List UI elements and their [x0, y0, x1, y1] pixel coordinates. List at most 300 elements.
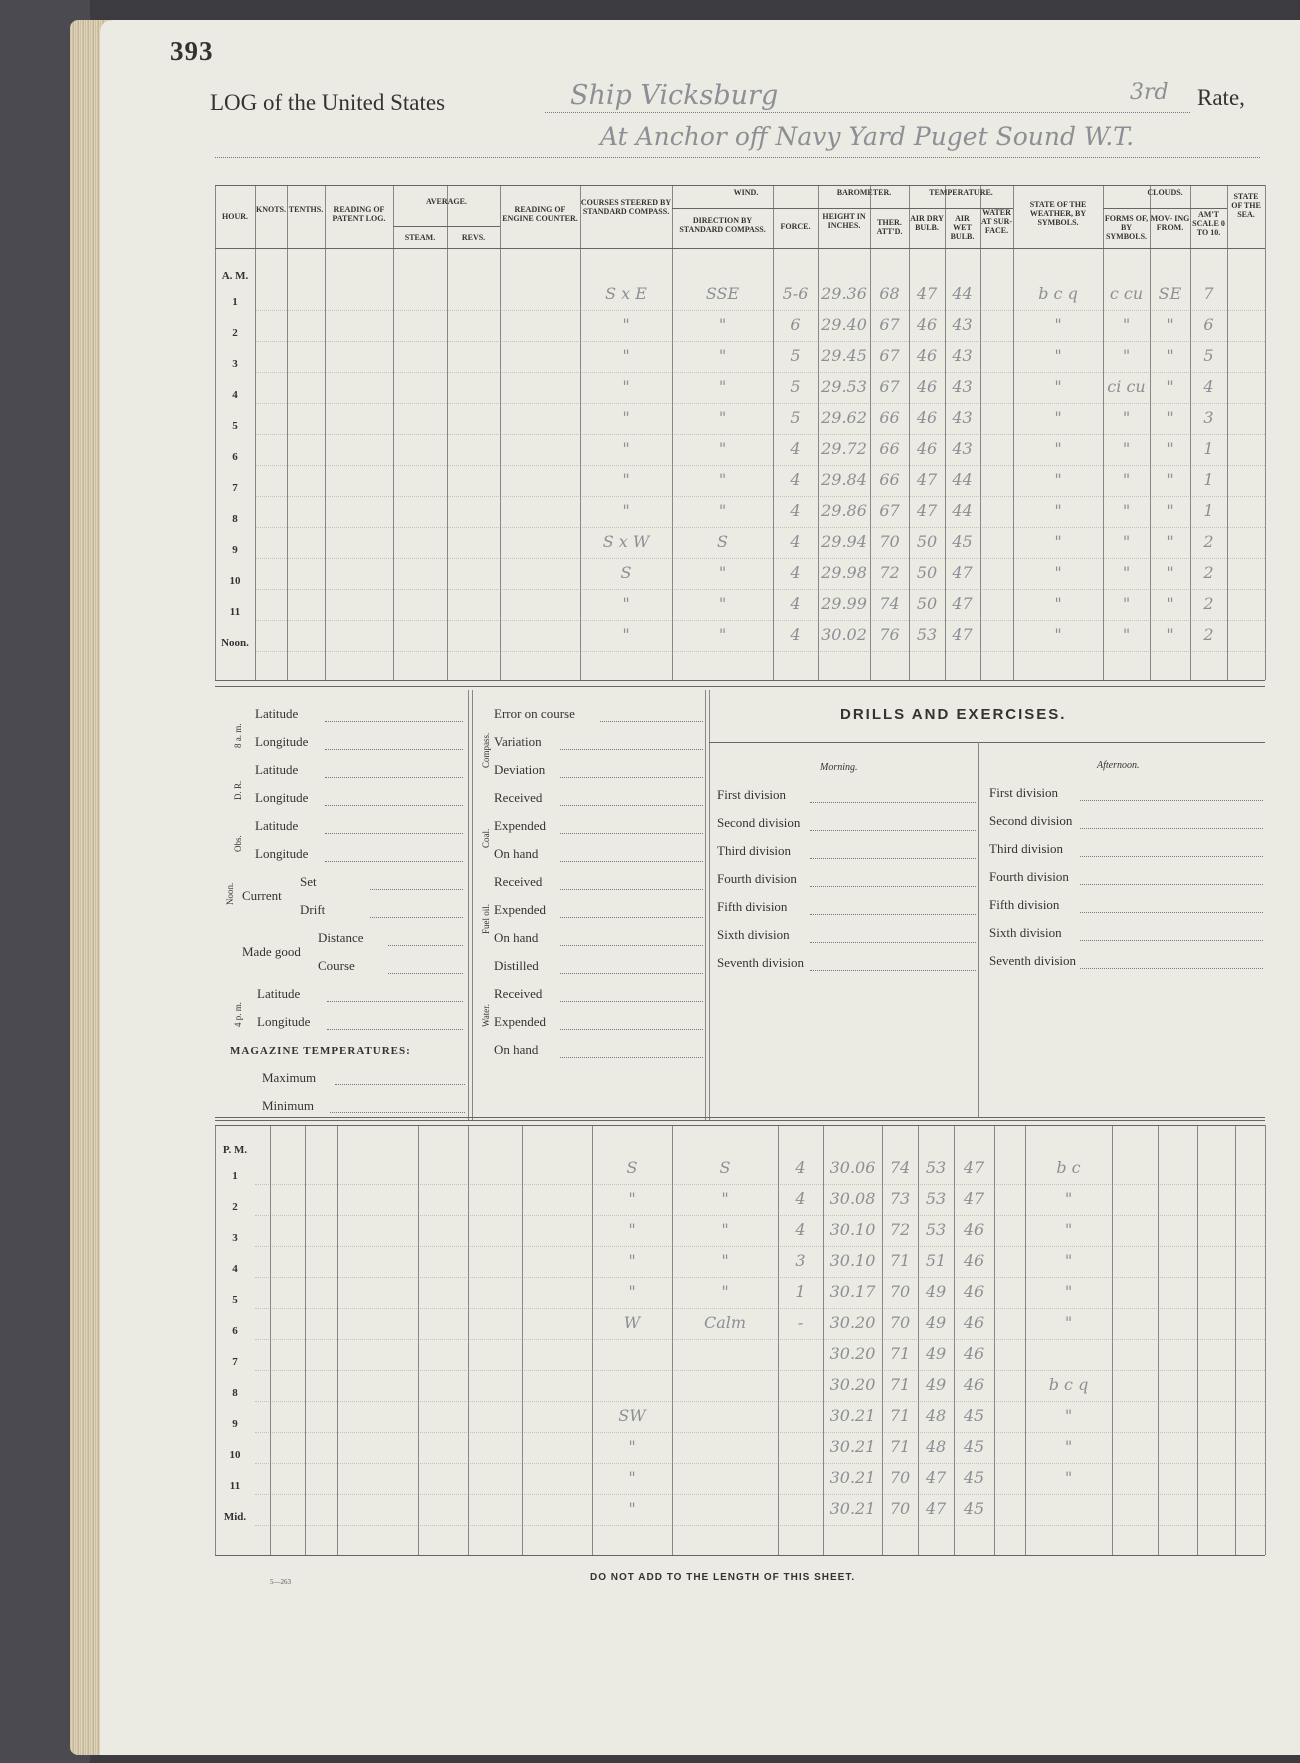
row-rule	[255, 1370, 1265, 1371]
wet-cell: 44	[952, 284, 973, 303]
moving-cell: "	[1166, 346, 1174, 365]
dir-cell: "	[718, 563, 727, 582]
column-rule	[255, 185, 256, 680]
entry-line	[810, 970, 976, 971]
hour-label: 1	[232, 1170, 238, 1182]
force-cell: 5	[790, 408, 801, 427]
dry-cell: 50	[916, 532, 938, 551]
wet-cell: 43	[952, 346, 973, 365]
form-number: 5—263	[270, 1578, 291, 1586]
column-rule	[522, 1125, 523, 1555]
entry-line	[560, 1029, 703, 1030]
on-hand-label: On hand	[494, 1042, 539, 1057]
noon-label: Noon.	[225, 882, 235, 905]
amount-cell: 1	[1203, 470, 1214, 489]
hour-label: 3	[232, 1232, 238, 1244]
maximum-label: Maximum	[262, 1070, 317, 1085]
hour-label: 3	[232, 358, 238, 370]
coal-label: Coal.	[481, 828, 491, 848]
wet-cell: 46	[963, 1220, 985, 1239]
amount-cell: 3	[1203, 408, 1214, 427]
entry-line	[560, 973, 703, 974]
column-rule	[418, 1125, 419, 1555]
afternoon-division: Third division	[989, 841, 1064, 856]
column-rule	[468, 1125, 469, 1555]
weather-cell: "	[1064, 1313, 1073, 1332]
afternoon-division: Sixth division	[989, 925, 1062, 940]
eight-am-label: 8 a. m.	[233, 723, 243, 748]
height-cell: 29.45	[821, 346, 867, 365]
wet-cell: 43	[952, 315, 973, 334]
clouds-header: CLOUDS.	[1147, 188, 1183, 197]
course-cell: "	[622, 315, 630, 334]
course-cell: S x E	[605, 284, 647, 303]
dry-cell: 47	[916, 284, 938, 303]
hour-label: 2	[232, 1201, 238, 1213]
dir-cell: "	[718, 501, 727, 520]
entry-line	[327, 1029, 463, 1030]
forms-cell: "	[1122, 470, 1131, 489]
dry-cell: 47	[925, 1499, 947, 1518]
moving-cell: "	[1166, 470, 1174, 489]
moving-cell: "	[1166, 532, 1174, 551]
station: At Anchor off Navy Yard Puget Sound W.T.	[600, 122, 1135, 151]
minimum-label: Minimum	[262, 1098, 315, 1113]
dir-cell: "	[718, 594, 727, 613]
morning-division: First division	[717, 787, 786, 802]
latitude-label: Latitude	[257, 986, 301, 1001]
height-cell: 29.36	[821, 284, 867, 303]
log-title: LOG of the United States	[210, 90, 446, 115]
ther-cell: 72	[889, 1220, 911, 1239]
weather-cell: "	[1064, 1282, 1073, 1301]
wet-cell: 46	[963, 1282, 985, 1301]
received-label: Received	[494, 790, 543, 805]
table-rule	[215, 1555, 1265, 1556]
ther-cell: 76	[879, 625, 900, 644]
wet-cell: 43	[952, 377, 973, 396]
ther-cell: 70	[889, 1313, 911, 1332]
row-rule	[255, 620, 1265, 621]
force-cell: 4	[795, 1158, 806, 1177]
ther-cell: 71	[889, 1437, 911, 1456]
wet-cell: 46	[963, 1313, 985, 1332]
entry-line	[1080, 828, 1263, 829]
forms-cell: c cu	[1109, 284, 1144, 303]
weather-cell: b c q	[1048, 1375, 1089, 1394]
moving-cell: SE	[1158, 284, 1182, 303]
entry-line	[370, 889, 463, 890]
weather-cell: "	[1054, 315, 1062, 334]
weather-cell: "	[1054, 563, 1062, 582]
dir-cell: "	[718, 346, 727, 365]
column-rule	[1265, 1125, 1266, 1555]
forms-cell: "	[1122, 439, 1131, 458]
table-rule	[215, 680, 1265, 681]
row-rule	[255, 403, 1265, 404]
footer-notice: DO NOT ADD TO THE LENGTH OF THIS SHEET.	[590, 1572, 856, 1583]
made-good-label: Made good	[242, 944, 301, 959]
course-cell: "	[622, 501, 630, 520]
morning-division: Fourth division	[717, 871, 797, 886]
row-rule	[255, 589, 1265, 590]
height-cell: 30.21	[829, 1499, 876, 1518]
height-cell: 30.20	[829, 1313, 876, 1332]
weather-cell: "	[1054, 470, 1062, 489]
weather-cell: "	[1054, 625, 1062, 644]
received-label: Received	[494, 986, 543, 1001]
ther-cell: 72	[879, 563, 900, 582]
pm-label: P. M.	[222, 1144, 248, 1156]
wet-cell: 47	[952, 594, 973, 613]
ship-name-line	[545, 112, 1190, 113]
dry-cell: 49	[925, 1282, 947, 1301]
entry-line	[325, 805, 463, 806]
height-header: HEIGHT IN INCHES.	[822, 212, 866, 230]
hour-header: HOUR.	[222, 212, 248, 221]
temperature-header: TEMPERATURE.	[929, 188, 993, 197]
tenths-header: TENTHS.	[288, 205, 324, 214]
weather-cell: b c q	[1038, 284, 1078, 303]
height-cell: 30.21	[829, 1406, 876, 1425]
wet-cell: 45	[963, 1468, 985, 1487]
course-cell: "	[622, 439, 630, 458]
height-cell: 30.02	[821, 625, 867, 644]
rate-label: Rate,	[1197, 85, 1245, 110]
dry-cell: 48	[925, 1406, 947, 1425]
row-rule	[255, 1308, 1265, 1309]
entry-line	[388, 973, 463, 974]
hour-label: 4	[232, 1263, 238, 1275]
row-rule	[255, 1215, 1265, 1216]
wet-cell: 43	[952, 408, 973, 427]
dir-cell: "	[721, 1189, 729, 1208]
block-bottom-rule	[215, 1117, 1265, 1118]
latitude-label: Latitude	[255, 706, 299, 721]
afternoon-division: Fourth division	[989, 869, 1069, 884]
error-label: Error on course	[494, 706, 575, 721]
hour-label: 9	[232, 1418, 238, 1430]
dry-cell: 48	[925, 1437, 947, 1456]
hour-label: 2	[232, 327, 238, 339]
amount-cell: 2	[1203, 532, 1214, 551]
wind-direction-header: DIRECTION BY STANDARD COMPASS.	[679, 216, 766, 234]
forms-cell: "	[1122, 563, 1131, 582]
on-hand-label: On hand	[494, 846, 539, 861]
height-cell: 30.10	[829, 1251, 876, 1270]
dry-cell: 46	[916, 346, 938, 365]
dry-cell: 53	[925, 1220, 947, 1239]
hour-label: 8	[232, 1387, 238, 1399]
forms-cell: "	[1122, 594, 1131, 613]
distilled-label: Distilled	[494, 958, 539, 973]
forms-cell: "	[1122, 532, 1131, 551]
force-cell: 1	[795, 1282, 806, 1301]
dry-cell: 49	[925, 1344, 947, 1363]
course-cell: "	[622, 594, 630, 613]
steam-header: STEAM.	[404, 233, 436, 242]
dir-cell: SSE	[705, 284, 740, 303]
deviation-label: Deviation	[494, 762, 546, 777]
entry-line	[1080, 912, 1263, 913]
course-cell: "	[622, 625, 630, 644]
ther-cell: 71	[889, 1344, 911, 1363]
ther-cell: 66	[879, 470, 900, 489]
weather-cell: "	[1064, 1437, 1073, 1456]
block-divider	[709, 690, 710, 1120]
course-cell: S	[626, 1158, 638, 1177]
dry-cell: 49	[925, 1313, 947, 1332]
wet-cell: 43	[952, 439, 973, 458]
hour-label: 4	[232, 389, 238, 401]
entry-line	[810, 942, 976, 943]
force-cell: 4	[790, 594, 801, 613]
moving-cell: "	[1166, 377, 1174, 396]
weather-cell: "	[1054, 532, 1062, 551]
subheader-rule	[818, 208, 910, 209]
row-rule	[255, 372, 1265, 373]
ther-cell: 67	[879, 346, 900, 365]
courses-header: COURSES STEERED BY STANDARD COMPASS.	[580, 198, 672, 216]
dry-cell: 46	[916, 377, 938, 396]
entry-line	[325, 721, 463, 722]
ther-cell: 71	[889, 1251, 911, 1270]
height-cell: 29.62	[821, 408, 867, 427]
dir-cell: "	[718, 625, 727, 644]
entry-line	[560, 1057, 703, 1058]
hour-label: 6	[232, 451, 238, 463]
morning-division: Fifth division	[717, 899, 788, 914]
ther-cell: 70	[889, 1468, 911, 1487]
entry-line	[1080, 968, 1263, 969]
hour-label: 1	[232, 296, 238, 308]
row-rule	[255, 341, 1265, 342]
water-header: WATER AT SUR- FACE.	[980, 208, 1013, 235]
entry-line	[560, 917, 703, 918]
entry-line	[1080, 940, 1263, 941]
page-number: 393	[170, 36, 214, 66]
moving-cell: "	[1166, 594, 1174, 613]
column-rule	[1158, 1125, 1159, 1555]
forms-cell: ci cu	[1107, 377, 1146, 396]
entry-line	[388, 945, 463, 946]
height-cell: 30.20	[829, 1344, 876, 1363]
amount-cell: 1	[1203, 501, 1214, 520]
column-rule	[270, 1125, 271, 1555]
set-label: Set	[300, 874, 317, 889]
hour-label: 6	[232, 1325, 238, 1337]
course-cell: "	[628, 1437, 636, 1456]
table-rule	[215, 248, 1265, 249]
force-cell: 6	[790, 315, 801, 334]
wet-cell: 44	[952, 470, 973, 489]
on-hand-label: On hand	[494, 930, 539, 945]
hour-label: 7	[232, 1356, 238, 1368]
ther-cell: 68	[879, 284, 900, 303]
entry-line	[325, 777, 463, 778]
height-cell: 30.17	[829, 1282, 876, 1301]
air-wet-header: AIR WET BULB.	[950, 214, 975, 241]
column-rule	[1227, 185, 1228, 680]
column-rule	[305, 1125, 306, 1555]
weather-cell: "	[1054, 346, 1062, 365]
column-rule	[337, 1125, 338, 1555]
dry-cell: 47	[916, 501, 938, 520]
subheader-rule	[1103, 208, 1227, 209]
entry-line	[810, 830, 976, 831]
entry-line	[810, 802, 976, 803]
patent-log-header: READING OF PATENT LOG.	[332, 205, 386, 223]
wet-cell: 47	[952, 625, 973, 644]
height-cell: 29.99	[821, 594, 867, 613]
force-cell: -	[797, 1313, 804, 1332]
forms-cell: "	[1122, 346, 1131, 365]
dir-cell: "	[718, 439, 727, 458]
dry-cell: 53	[916, 625, 938, 644]
course-cell: "	[628, 1499, 636, 1518]
height-cell: 30.20	[829, 1375, 876, 1394]
station-line	[215, 157, 1260, 158]
moving-cell: "	[1166, 501, 1174, 520]
current-label: Current	[242, 888, 282, 903]
height-cell: 30.06	[829, 1158, 876, 1177]
air-dry-header: AIR DRY BULB.	[910, 214, 944, 232]
drills-rule	[709, 742, 1265, 743]
entry-line	[560, 1001, 703, 1002]
row-rule	[255, 1184, 1265, 1185]
row-rule	[255, 651, 1265, 652]
row-rule	[255, 496, 1265, 497]
table-rule	[215, 185, 1265, 186]
moving-cell: "	[1166, 439, 1174, 458]
table-rule	[215, 1120, 1265, 1121]
block-divider	[472, 690, 473, 1120]
row-rule	[255, 1463, 1265, 1464]
rate-value: 3rd	[1130, 80, 1169, 105]
ther-cell: 67	[879, 315, 900, 334]
hour-label: Mid.	[223, 1511, 247, 1523]
moving-header: MOV- ING FROM.	[1150, 214, 1190, 232]
column-rule	[994, 1125, 995, 1555]
amount-cell: 5	[1203, 346, 1214, 365]
wet-cell: 47	[963, 1189, 985, 1208]
average-header: AVERAGE.	[426, 197, 467, 206]
entry-line	[560, 805, 703, 806]
row-rule	[255, 1432, 1265, 1433]
row-rule	[255, 1339, 1265, 1340]
course-cell: S	[620, 563, 632, 582]
received-label: Received	[494, 874, 543, 889]
entry-line	[325, 749, 463, 750]
dir-cell: "	[721, 1282, 729, 1301]
hour-label: 8	[232, 513, 238, 525]
drills-divider	[978, 742, 979, 1117]
block-divider	[468, 690, 469, 1120]
row-rule	[255, 1277, 1265, 1278]
morning-division: Third division	[717, 843, 792, 858]
ther-cell: 67	[879, 501, 900, 520]
entry-line	[335, 1084, 465, 1085]
dir-cell: "	[718, 377, 727, 396]
height-cell: 29.94	[821, 532, 867, 551]
entry-line	[560, 889, 703, 890]
row-rule	[255, 527, 1265, 528]
longitude-label: Longitude	[255, 790, 309, 805]
course-cell: "	[622, 377, 630, 396]
dry-cell: 47	[925, 1468, 947, 1487]
height-cell: 30.08	[829, 1189, 876, 1208]
dir-cell: "	[721, 1220, 729, 1239]
dry-cell: 46	[916, 315, 938, 334]
wet-cell: 45	[963, 1499, 985, 1518]
morning-division: Second division	[717, 815, 801, 830]
knots-header: KNOTS.	[255, 205, 286, 214]
force-cell: 4	[795, 1189, 806, 1208]
morning-division: Seventh division	[717, 955, 805, 970]
entry-line	[325, 833, 463, 834]
dr-label: D. R.	[233, 780, 243, 800]
row-rule	[255, 310, 1265, 311]
ther-cell: 66	[879, 439, 900, 458]
dir-cell: Calm	[703, 1313, 747, 1332]
ther-cell: 73	[889, 1189, 911, 1208]
force-cell: 4	[790, 563, 801, 582]
dir-cell: "	[718, 408, 727, 427]
forms-cell: "	[1122, 501, 1131, 520]
moving-cell: "	[1166, 625, 1174, 644]
force-cell: 4	[790, 470, 801, 489]
expended-label: Expended	[494, 1014, 546, 1029]
ther-cell: 71	[889, 1375, 911, 1394]
entry-line	[810, 858, 976, 859]
dry-cell: 46	[916, 439, 938, 458]
ship-name: Ship Vicksburg	[570, 80, 779, 111]
dir-cell: "	[721, 1251, 729, 1270]
forms-cell: "	[1122, 408, 1131, 427]
latitude-label: Latitude	[255, 818, 299, 833]
ther-cell: 70	[889, 1282, 911, 1301]
course-cell: "	[628, 1468, 636, 1487]
height-cell: 29.72	[821, 439, 867, 458]
amount-cell: 2	[1203, 625, 1214, 644]
wet-cell: 47	[952, 563, 973, 582]
dir-cell: "	[718, 315, 727, 334]
column-rule	[980, 185, 981, 680]
dry-cell: 50	[916, 563, 938, 582]
height-cell: 30.21	[829, 1437, 876, 1456]
forms-cell: "	[1122, 315, 1131, 334]
entry-line	[1080, 884, 1263, 885]
dry-cell: 50	[916, 594, 938, 613]
course-cell: "	[628, 1251, 636, 1270]
amount-header: AM'T SCALE 0 TO 10.	[1192, 210, 1225, 237]
dry-cell: 49	[925, 1375, 947, 1394]
longitude-label: Longitude	[255, 734, 309, 749]
entry-line	[560, 833, 703, 834]
force-cell: 4	[790, 501, 801, 520]
force-cell: 4	[790, 439, 801, 458]
column-rule	[1112, 1125, 1113, 1555]
wet-cell: 45	[963, 1437, 985, 1456]
hour-label: Noon.	[221, 637, 249, 649]
wet-cell: 46	[963, 1344, 985, 1363]
row-rule	[255, 1494, 1265, 1495]
four-pm-label: 4 p. m.	[233, 1001, 243, 1027]
height-cell: 29.40	[821, 315, 867, 334]
course-cell: "	[628, 1282, 636, 1301]
morning-division: Sixth division	[717, 927, 790, 942]
moving-cell: "	[1166, 408, 1174, 427]
